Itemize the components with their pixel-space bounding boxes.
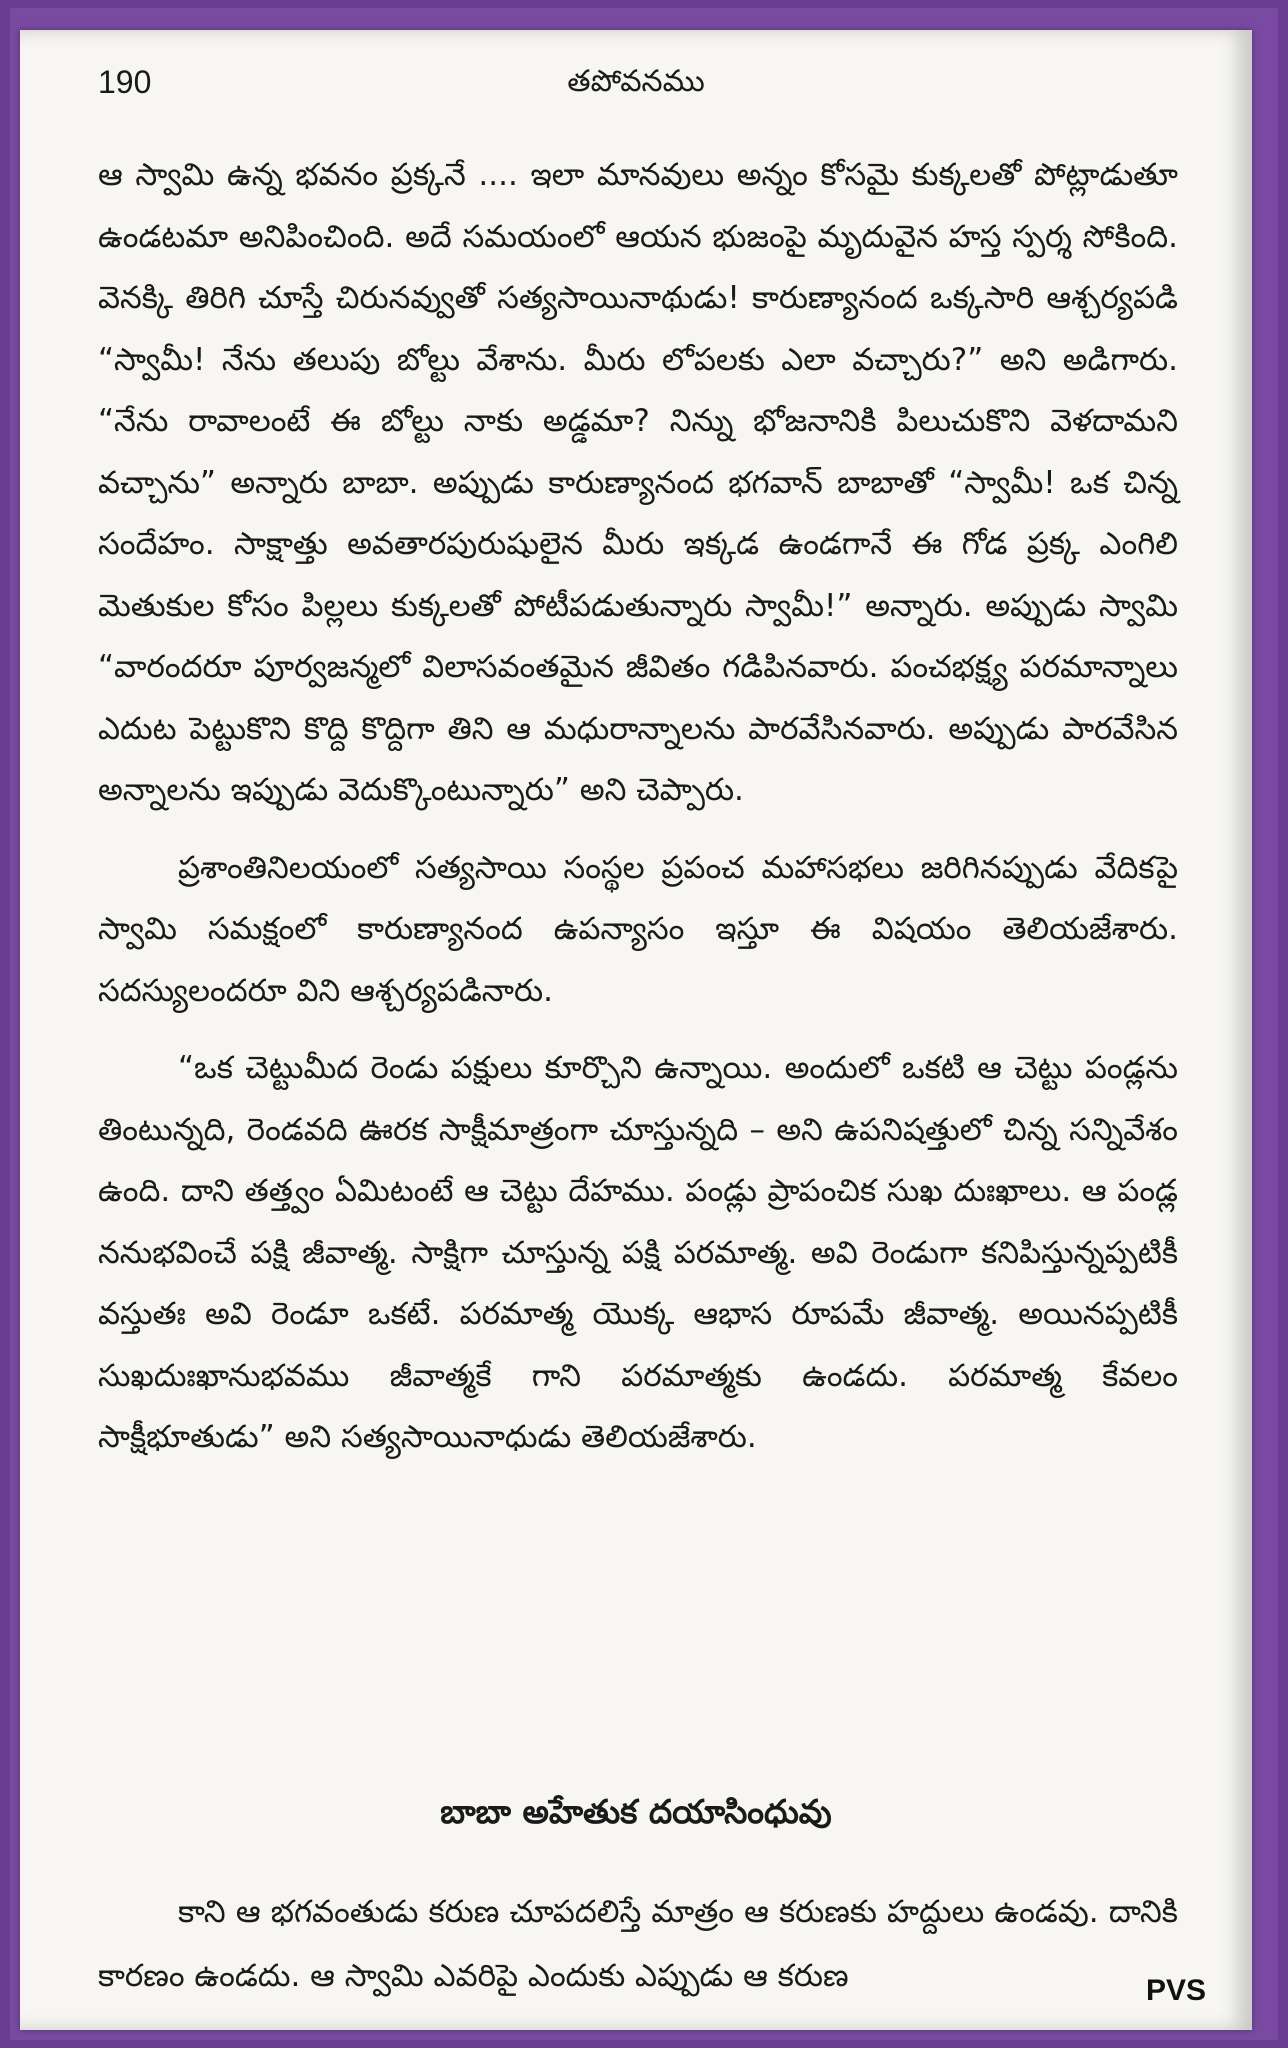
running-head: తపోవనము [567, 64, 705, 99]
paragraph: ప్రశాంతినిలయంలో సత్యసాయి సంస్థల ప్రపంచ మహాసభలు జరిగినప్పుడు వేదికపై స్వామి సమక్షంలో కారుణ్యానంద ఉపన్యాసం ఇస్తూ ఈ విషయం తెలియజేశారు. సదస్యులందరూ విని ఆశ్చర్యపడినారు. [98, 849, 1178, 1009]
section-body [98, 1880, 1178, 2008]
paragraph: “ఒక చెట్టుమీద రెండు పక్షులు కూర్చొని ఉన్నాయి. అందులో ఒకటి ఆ చెట్టు పండ్లను తింటున్నది, రెండవది ఊరక సాక్షీమాత్రంగా చూస్తున్నది – అని ఉపనిషత్తులో చిన్న సన్నివేశం ఉంది. దాని తత్త్వం ఏమిటంటే ఆ చెట్టు దేహము. పండ్లు ప్రాపంచిక సుఖ దుఃఖాలు. ఆ పండ్ల ననుభవించే పక్షి జీవాత్మ. సాక్షిగా చూస్తున్న పక్షి పరమాత్మ. అవి రెండుగా కనిపిస్తున్నప్పటికీ వస్తుతః అవి రెండూ ఒకటే. పరమాత్మ యొక్క ఆభాస రూపమే జీవాత్మ. అయినప్పటికీ సుఖదుఃఖానుభవము జీవాత్మకే గాని పరమాత్మకు ఉండదు. పరమాత్మ కేవలం సాక్షీభూతుడు” అని సత్యసాయినాధుడు తెలియజేశారు. [98, 1050, 1178, 1455]
watermark: PVS [1142, 1974, 1210, 2008]
paragraph: ఆ స్వామి ఉన్న భవనం ప్రక్కనే .... ఇలా మానవులు అన్నం కోసమై కుక్కలతో పోట్లాడుతూ ఉండటమా అనిపించింది. అదే సమయంలో ఆయన భుజంపై మృదువైన హస్త స్పర్శ సోకింది. వెనక్కి తిరిగి చూస్తే చిరునవ్వుతో సత్యసాయినాథుడు! కారుణ్యానంద ఒక్కసారి ఆశ్చర్యపడి “స్వామీ! నేను తలుపు బోల్టు వేశాను. మీరు లోపలకు ఎలా వచ్చారు?” అని అడిగారు. “నేను రావాలంటే ఈ బోల్టు నాకు అడ్డమా? నిన్ను భోజనానికి పిలుచుకొని వెళదామని వచ్చాను” అన్నారు బాబా. అప్పుడు కారుణ్యానంద భగవాన్ బాబాతో “స్వామీ! ఒక చిన్న సందేహం. సాక్షాత్తు అవతారపురుషులైన మీరు ఇక్కడ ఉండగానే ఈ గోడ ప్రక్క ఎంగిలి మెతుకుల కోసం పిల్లలు కుక్కలతో పోటీపడుతున్నారు స్వామీ!” అన్నారు. అప్పుడు స్వామి “వారందరూ పూర్వజన్మలో విలాసవంతమైన జీవితం గడిపినవారు. పంచభక్ష్య పరమాన్నాలు ఎదుట పెట్టుకొని కొద్ది కొద్దిగా తిని ఆ మధురాన్నాలను పారవేసినవారు. అప్పుడు పారవేసిన అన్నాలను ఇప్పుడు వెదుక్కొంటున్నారు” అని చెప్పారు. [98, 157, 1178, 808]
page-number: 190 [98, 64, 152, 100]
body-text [98, 145, 1178, 1469]
paragraph: కాని ఆ భగవంతుడు కరుణ చూపదలిస్తే మాత్రం ఆ కరుణకు హద్దులు ఉండవు. దానికి కారణం ఉండదు. ఆ స్వామి ఎవరిపై ఎందుకు ఎప్పుడు ఆ కరుణ [98, 1894, 1178, 1994]
section-title: బాబా అహేతుక దయాసింధువు [440, 1792, 832, 1831]
book-page [20, 30, 1252, 2030]
